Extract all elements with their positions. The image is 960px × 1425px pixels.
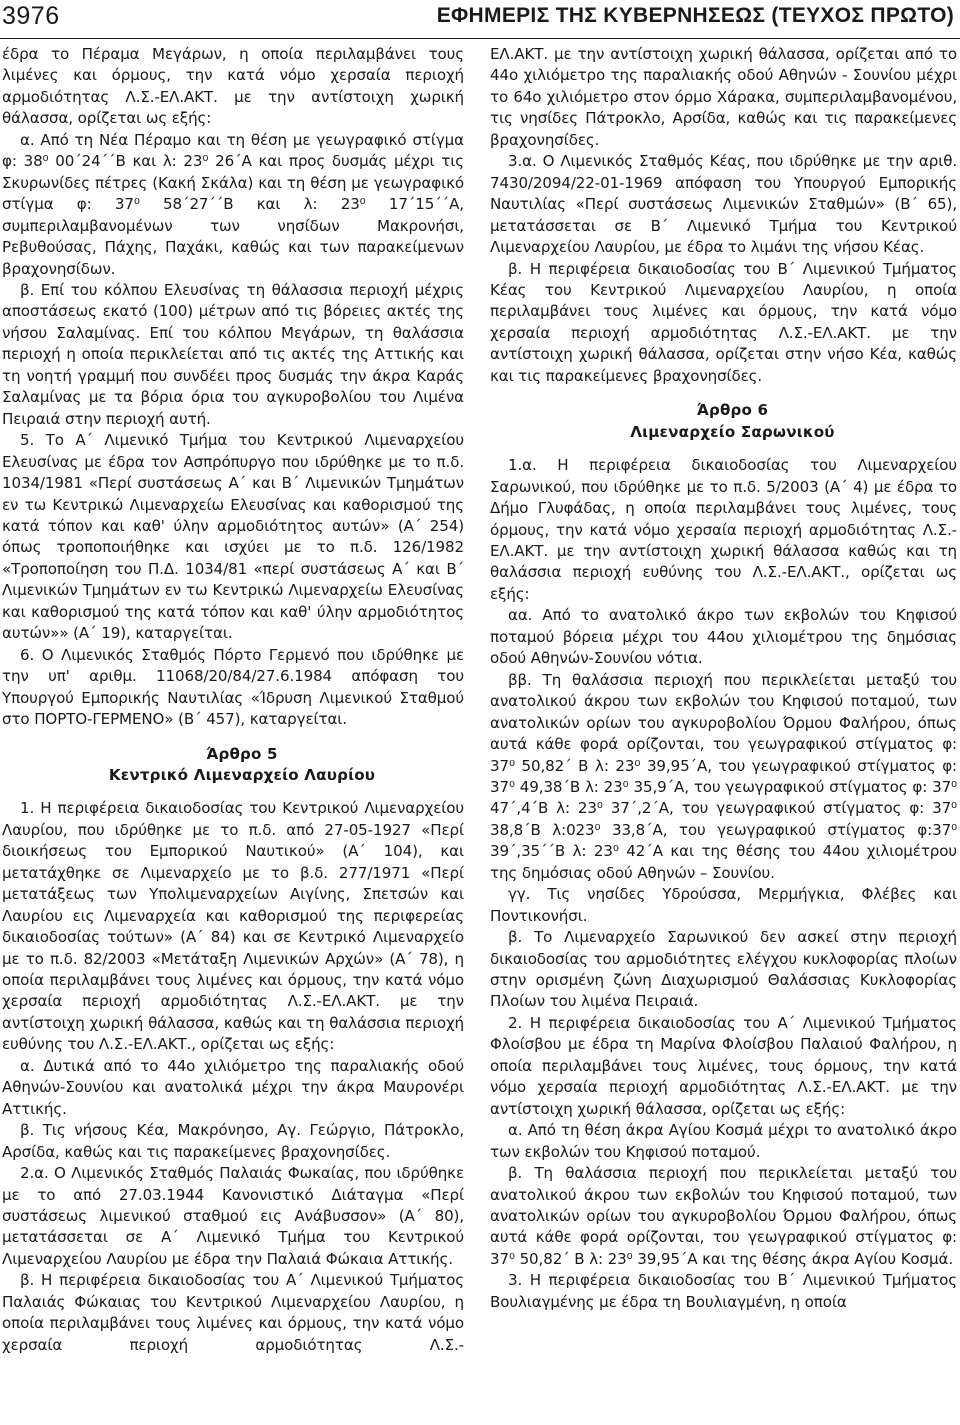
paragraph: β. Η περιφέρεια δικαιοδοσίας του Α΄ Λιμενικού Τμήματος Παλαιάς Φώκαιας του Κεντρικού Λιμεναρχείου Λαυρίου, η οποία περιλαμβάνει τους λιμένες και όρμους, την κατά νόμο χερσαία περιοχή αρμοδιότητας Λ.Σ.-: [2, 1271, 464, 1354]
paragraph: 2. Η περιφέρεια δικαιοδοσίας του Α΄ Λιμενικού Τμήματος Φλοίσβου με έδρα τη Μαρίνα Φλοίσβου Παλαιού Φαλήρου, η οποία περιλαμβάνει τους λιμένες, τους όρμους, την κατά νόμο χερσαία περιοχή αρμοδιότητας Λ.Σ.-ΕΛ.ΑΚΤ. με την αντίστοιχη χωρική θάλασσα, ορίζεται ως εξής:: [490, 1013, 957, 1118]
paragraph: 3.α. Ο Λιμενικός Σταθμός Κέας, που ιδρύθηκε με την αριθ. 7430/2094/22-01-1969 απόφαση του Υπουργού Εμπορικής Ναυτιλίας «Περί συστάσεως Λιμενικών Σταθμών» (Β΄ 65), μετατάσσεται σε Β΄ Λιμενικό Τμήμα του Κεντρικού Λιμεναρχείου Λαυρίου, με έδρα το λιμάνι της νήσου Κέας.: [490, 152, 957, 257]
paragraph: β. Τη θαλάσσια περιοχή που περικλείεται μεταξύ του ανατολικού άκρου των εκβολών του Κηφισού ποταμού, των ανατολικών ορίων του αγκυροβολίου Όρμου Φαλήρου, όπως αυτά κάθε φορά ορίζονται, του γεωγραφικού στίγματος φ: 37⁰ 50,82΄ Β λ: 23⁰ 39,95΄Α και της θέσης άκρα Αγίου Κοσμά.: [490, 1164, 957, 1268]
paragraph: 1. Η περιφέρεια δικαιοδοσίας του Κεντρικού Λιμεναρχείου Λαυρίου, που ιδρύθηκε με το π.δ. από 27-05-1927 «Περί διοικήσεως του Εμπορικού Ναυτικού» (Α΄ 104), και μετατάχθηκε σε Λιμεναρχείο με το β.δ. 277/1971 «Περί μετατάξεως των Υπολιμεναρχείων Αιγίνης, Σπετσών και Λαυρίου εις Λιμεναρχεία και καθορισμού της περιφερείας δικαιοδοσίας τούτων» (Α΄ 84) και σε Κεντρικό Λιμεναρχείο με το π.δ. 82/2003 «Μετάταξη Λιμενικών Αρχών» (Α΄ 78), η οποία περιλαμβάνει τους λιμένες και όρμους, την κατά νόμο χερσαία περιοχή αρμοδιότητας Λ.Σ.-ΕΛ.ΑΚΤ. με την αντίστοιχη χωρική θάλασσα, καθώς και τη θαλάσσια περιοχή ευθύνης του Λ.Σ.-ΕΛ.ΑΚΤ., ορίζεται ως εξής:: [2, 799, 464, 1054]
right-column: [490, 44, 957, 1422]
paragraph: α. Δυτικά από το 44ο χιλιόμετρο της παραλιακής οδού Αθηνών-Σουνίου και ανατολικά μέχρι την άκρα Μαυρονέρι Αττικής.: [2, 1056, 464, 1118]
article-title: Άρθρο 5: [206, 744, 278, 763]
paragraph: αα. Από το ανατολικό άκρο των εκβολών του Κηφισού ποταμού βόρεια μέχρι του 44ου χιλιομέτρου της δημόσιας οδού Αθηνών-Σουνίου νότια.: [490, 606, 957, 668]
paragraph: β. Τις νήσους Κέα, Μακρόνησο, Αγ. Γεώργιο, Πάτροκλο, Αρσίδα, καθώς και τις παρακείμενες βραχονησίδες.: [2, 1121, 464, 1161]
paragraph: έδρα το Πέραμα Μεγάρων, η οποία περιλαμβάνει τους λιμένες και όρμους, την κατά νόμο χερσαία περιοχή αρμοδιότητας Λ.Σ.-ΕΛ.ΑΚΤ. με την αντίστοιχη χωρική θάλασσα, ορίζεται ως εξής:: [2, 45, 464, 128]
paragraph: α. Από τη Νέα Πέραμο και τη θέση με γεωγραφικό στίγμα φ: 38⁰ 00΄24΄΄Β και λ: 23⁰ 26΄Α και προς δυσμάς μέχρι τις Σκυρωνίδες πέτρες (Κακή Σκάλα) και τη θέση με γεωγραφικό στίγμα φ: 37⁰ 58΄27΄΄Β και λ: 23⁰ 17΄15΄΄Α, συμπεριλαμβανομένων των νησίδων Μακρονήσι, Ρεβυθούσας, Πάχης, Παχάκι, καθώς και των παρακείμενων βραχονησίδων.: [2, 130, 464, 278]
paragraph: 2.α. Ο Λιμενικός Σταθμός Παλαιάς Φωκαίας, που ιδρύθηκε με το από 27.03.1944 Κανονιστικό Διάταγμα «Περί συστάσεως λιμενικού σταθμού εις Ανάβυσσον» (Α΄ 80), μετατάσσεται σε Α΄ Λιμενικό Τμήμα του Κεντρικού Λιμεναρχείου Λαυρίου με έδρα την Παλαιά Φώκαια Αττικής.: [2, 1164, 464, 1268]
header-divider: [0, 38, 960, 39]
article-title: Άρθρο 6: [696, 401, 769, 420]
paragraph: β. Το Λιμεναρχείο Σαρωνικού δεν ασκεί στην περιοχή δικαιοδοσίας του αρμοδιότητες ελέγχου κυκλοφορίας πλοίων στην ορισμένη ζώνη Διαχωρισμού Θαλάσσιας Κυκλοφορίας Πλοίων του λιμένα Πειραιά.: [490, 928, 957, 1011]
article-subtitle: Λιμεναρχείο Σαρωνικού: [630, 422, 835, 441]
journal-title: ΕΦΗΜΕΡΙΣ ΤΗΣ ΚΥΒΕΡΝΗΣΕΩΣ (ΤΕΥΧΟΣ ΠΡΩΤΟ): [436, 4, 954, 27]
paragraph: 6. Ο Λιμενικός Σταθμός Πόρτο Γερμενό που ιδρύθηκε με την υπ' αριθμ. 11068/20/84/27.6.1984 απόφαση του Υπουργού Εμπορικής Ναυτιλίας «Ίδρυση Λιμενικού Σταθμού στο ΠΟΡΤΟ-ΓΕΡΜΕΝΟ» (Β΄ 457), καταργείται.: [2, 645, 464, 729]
paragraph: 5. Το Α΄ Λιμενικό Τμήμα του Κεντρικού Λιμεναρχείου Ελευσίνας με έδρα τον Ασπρόπυργο που ιδρύθηκε με το π.δ. 1034/1981 «Περί συστάσεως Α΄ και Β΄ Λιμενικών Τμημάτων εν τω Κεντρικώ Λιμεναρχείω Ελευσίνας και καθορισμού της κατά τόπον και καθ' ύλην αρμοδιότητος αυτών» (Α΄ 254) όπως τροποποιήθηκε και ισχύει με το π.δ. 126/1982 «Τροποποίηση του Π.Δ. 1034/81 «περί συστάσεως Α΄ και Β΄ Λιμενικών Τμημάτων εν τω Κεντρικώ Λιμεναρχείω Ελευσίνας και καθορισμού της κατά τόπον και καθ' ύλην αρμοδιότητος αυτών»» (Α΄ 19), καταργείται.: [2, 431, 464, 643]
paragraph: ΕΛ.ΑΚΤ. με την αντίστοιχη χωρική θάλασσα, ορίζεται από το 44ο χιλιόμετρο της παραλιακής οδού Αθηνών - Σουνίου μέχρι το 64ο χιλιόμετρο στον όρμο Χάρακα, συμπεριλαμβανομένου, τις νησίδες Πάτροκλο, Αρσίδα, καθώς και τις παρακείμενες βραχονησίδες.: [490, 45, 957, 149]
article-subtitle: Κεντρικό Λιμεναρχείο Λαυρίου: [108, 765, 376, 784]
paragraph: 1.α. Η περιφέρεια δικαιοδοσίας του Λιμεναρχείου Σαρωνικού, που ιδρύθηκε με το π.δ. 5/2003 (Α΄ 4) με έδρα το Δήμο Γλυφάδας, η οποία περιλαμβάνει τους λιμένες, τους όρμους, την κατά νόμο χερσαία περιοχή αρμοδιότητας Λ.Σ.-ΕΛ.ΑΚΤ. με την αντίστοιχη χωρική θάλασσα καθώς και τη θαλάσσια περιοχή ευθύνης του Λ.Σ.-ΕΛ.ΑΚΤ., ορίζεται ως εξής:: [490, 456, 957, 603]
page-number: 3976: [2, 2, 60, 30]
paragraph: α. Από τη θέση άκρα Αγίου Κοσμά μέχρι το ανατολικό άκρο των εκβολών του Κηφισού ποταμού.: [490, 1121, 957, 1161]
paragraph: 3. Η περιφέρεια δικαιοδοσίας του Β΄ Λιμενικού Τμήματος Βουλιαγμένης με έδρα τη Βουλιαγμένη, η οποία: [490, 1271, 957, 1311]
paragraph: β. Επί του κόλπου Ελευσίνας τη θάλασσια περιοχή μέχρις αποστάσεως εκατό (100) μέτρων από τις βόρειες ακτές της νήσου Σαλαμίνας. Επί του κόλπου Μεγάρων, τη θαλάσσια περιοχή η οποία περικλείεται από τις ακτές της Αττικής και τη νοητή γραμμή που συνδέει προς δυσμάς την άκρα Καράς Σαλαμίνας με τα βόρια όρια του αγκυροβολίου του Λιμένα Πειραιά στην περιοχή αυτή.: [2, 280, 464, 428]
page-header: [0, 0, 960, 40]
paragraph: β. Η περιφέρεια δικαιοδοσίας του Β΄ Λιμενικού Τμήματος Κέας του Κεντρικού Λιμεναρχείου Λαυρίου, η οποία περιλαμβάνει τους λιμένες και όρμους, την κατά νόμο χερσαία περιοχή αρμοδιότητας Λ.Σ.-ΕΛ.ΑΚΤ. με την αντίστοιχη χωρική θάλασσα, ορίζεται στην νήσο Κέα, καθώς και τις παρακείμενες βραχονησίδες.: [490, 259, 957, 385]
left-column: [2, 44, 464, 1422]
paragraph: ββ. Τη θαλάσσια περιοχή που περικλείεται μεταξύ του ανατολικού άκρου των εκβολών του Κηφισού ποταμού, των ανατολικών ορίων του αγκυροβολίου Όρμου Φαλήρου, όπως αυτά κάθε φορά ορίζονται, του γεωγραφικού στίγματος φ: 37⁰ 50,82΄ Β λ: 23⁰ 39,95΄Α, του γεωγραφικού στίγματος φ: 37⁰ 49,38΄Β λ: 23⁰ 35,9΄Α, του γεωγραφικού στίγματος φ: 37⁰ 47΄,4΄Β λ: 23⁰ 37΄,2΄Α, του γεωγραφικού στίγματος φ: 37⁰ 38,8΄Β λ:023⁰ 33,8΄Α, του γεωγραφικού στίγματος φ:37⁰ 39΄,35΄΄Β λ: 23⁰ 42΄Α και της θέσης του 44ου χιλιομέτρου της δημόσιας οδού Αθηνών – Σουνίου.: [490, 670, 957, 882]
paragraph: γγ. Τις νησίδες Υδρούσσα, Μερμήγκια, Φλέβες και Ποντικονήσι.: [490, 885, 957, 925]
